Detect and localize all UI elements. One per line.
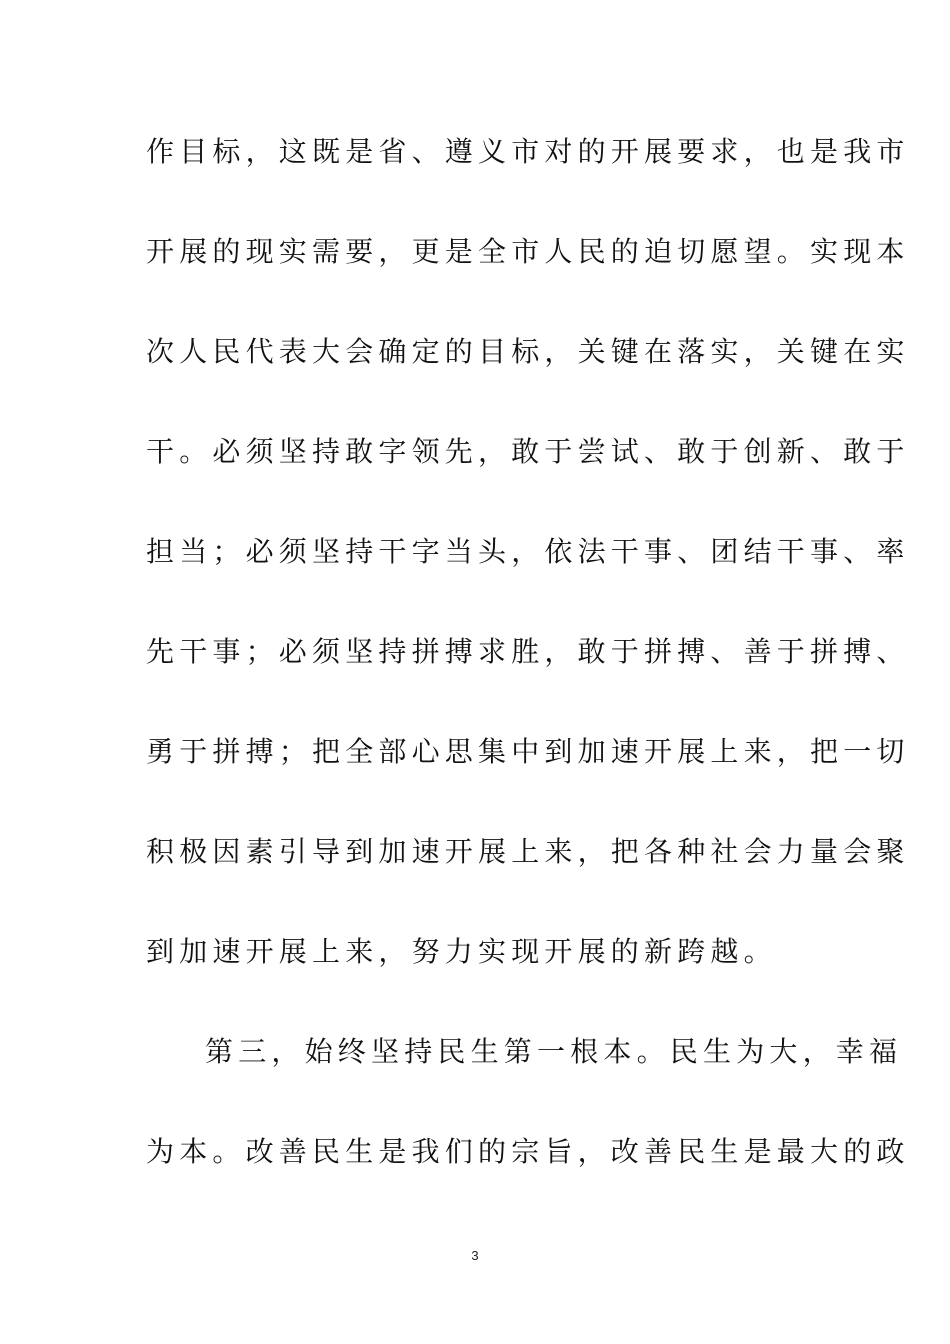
text-line: 干。必须坚持敢字领先，敢于尝试、敢于创新、敢于 (146, 435, 910, 468)
page-number: 3 (471, 1248, 479, 1263)
text-line: 作目标，这既是省、遵义市对的开展要求，也是我市 (146, 135, 910, 168)
text-line: 勇于拼搏；把全部心思集中到加速开展上来，把一切 (146, 735, 910, 768)
text-line: 担当；必须坚持干字当头，依法干事、团结干事、率 (146, 535, 910, 568)
text-line: 为本。改善民生是我们的宗旨，改善民生是最大的政 (146, 1135, 910, 1168)
text-line: 次人民代表大会确定的目标，关键在落实，关键在实 (146, 335, 910, 368)
text-line: 积极因素引导到加速开展上来，把各种社会力量会聚 (146, 835, 910, 868)
text-line: 到加速开展上来，努力实现开展的新跨越。 (146, 935, 777, 968)
text-line: 先干事；必须坚持拼搏求胜，敢于拼搏、善于拼搏、 (146, 635, 910, 668)
paragraph-start-line: 第三，始终坚持民生第一根本。民生为大，幸福 (205, 1035, 903, 1068)
text-line: 开展的现实需要，更是全市人民的迫切愿望。实现本 (146, 235, 910, 268)
